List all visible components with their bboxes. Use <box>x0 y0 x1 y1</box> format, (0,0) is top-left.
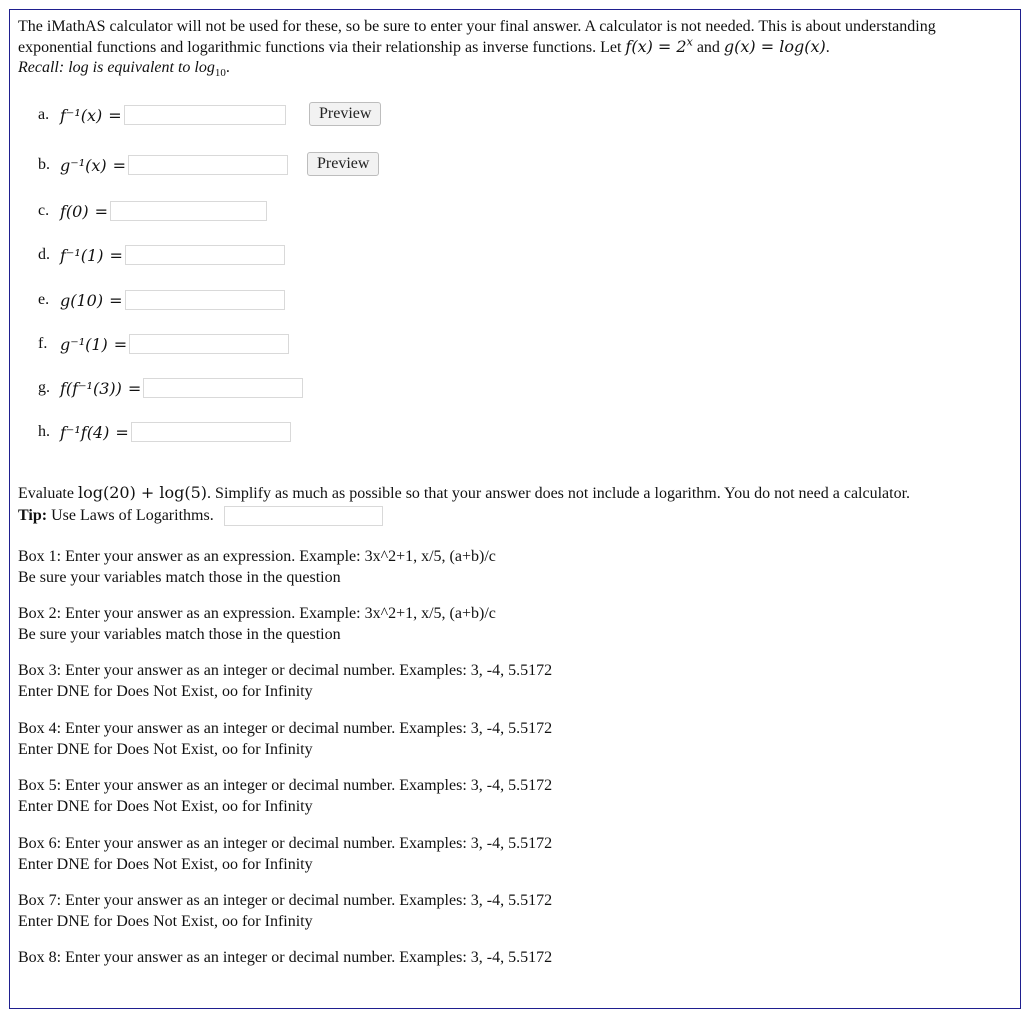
item-letter: f. <box>38 335 48 352</box>
question-intro: The iMathAS calculator will not be used for these, so be sure to enter your final answer. A calculator is not needed. This is about understanding exponential functions and logarithmic functions via their relationship as inverse functions. Let $f(x) = 2^x$ and g(x) = log(x). Recall: log is equivalent to $\log_{10}$. <box>18 18 936 80</box>
g-definition: g(x) = log(x) <box>723 37 826 56</box>
item-expression: g⁻¹(1) <box>60 334 108 354</box>
box-note-3: Box 3: Enter your answer as an integer or decimal number. Examples: 3, -4, 5.5172 Enter DNE for Does Not Exist, oo for Infinity <box>18 662 553 700</box>
item-expression: f(f⁻¹(3)) <box>60 378 122 398</box>
item-expression: g(10) <box>60 290 104 310</box>
tip-text: Use Laws of Logarithms. <box>47 507 214 524</box>
log-expression: log(20) + log(5) <box>77 483 208 502</box>
item-letter: b. <box>38 156 50 173</box>
item-b <box>38 153 288 177</box>
log-question <box>18 482 1013 527</box>
answer-input-a[interactable] <box>124 105 286 125</box>
box-note-5: Box 5: Enter your answer as an integer or decimal number. Examples: 3, -4, 5.5172 Enter DNE for Does Not Exist, oo for Infinity <box>18 777 553 815</box>
equals-sign: = <box>109 245 123 265</box>
answer-input-h[interactable] <box>131 422 291 442</box>
item-letter: h. <box>38 423 50 440</box>
item-e <box>38 288 285 312</box>
answer-input-log[interactable] <box>224 506 383 526</box>
item-letter: g. <box>38 379 50 396</box>
item-expression: f⁻¹(x) <box>60 105 103 125</box>
equals-sign: = <box>94 201 108 221</box>
item-d <box>38 243 285 267</box>
answer-input-d[interactable] <box>125 245 285 265</box>
box-note-7: Box 7: Enter your answer as an integer or decimal number. Examples: 3, -4, 5.5172 Enter DNE for Does Not Exist, oo for Infinity <box>18 892 553 930</box>
equals-sign: = <box>113 334 128 354</box>
equals-sign: = <box>109 290 123 310</box>
answer-input-f[interactable] <box>129 334 289 354</box>
equals-sign: = <box>115 422 129 442</box>
item-letter: a. <box>38 106 50 123</box>
f-definition: $f(x) = 2^x$ <box>625 35 693 56</box>
equals-sign: = <box>127 378 142 398</box>
answer-input-b[interactable] <box>128 155 288 175</box>
recall-subscript: 10 <box>214 67 226 80</box>
answer-input-c[interactable] <box>110 201 267 221</box>
recall-label: Recall: <box>18 59 65 76</box>
item-a <box>38 103 286 127</box>
item-expression: f(0) <box>60 201 89 221</box>
item-h <box>38 420 291 444</box>
recall-text: log is equivalent to log <box>64 59 215 76</box>
box-note-2: Box 2: Enter your answer as an expression. Example: 3x^2+1, x/5, (a+b)/c Be sure your variables match those in the question <box>18 605 496 643</box>
tip-label: Tip: <box>18 507 48 524</box>
and-text: and <box>692 39 724 56</box>
item-g <box>38 376 303 400</box>
log-question-text: . Simplify as much as possible so that your answer does not include a logarithm. You do not need a calculator. <box>207 485 911 502</box>
item-f <box>38 332 289 356</box>
preview-button-a[interactable]: Preview <box>309 102 381 126</box>
equals-sign: = <box>112 155 127 175</box>
item-expression: g⁻¹(x) <box>60 155 107 175</box>
item-letter: e. <box>38 291 50 308</box>
evaluate-label: Evaluate <box>18 485 78 502</box>
box-note-6: Box 6: Enter your answer as an integer or decimal number. Examples: 3, -4, 5.5172 Enter DNE for Does Not Exist, oo for Infinity <box>18 835 553 873</box>
box-note-4: Box 4: Enter your answer as an integer or decimal number. Examples: 3, -4, 5.5172 Enter DNE for Does Not Exist, oo for Infinity <box>18 720 553 758</box>
item-expression: f⁻¹(1) <box>60 245 104 265</box>
item-letter: d. <box>38 246 50 263</box>
answer-input-e[interactable] <box>125 290 285 310</box>
box-note-1: Box 1: Enter your answer as an expression. Example: 3x^2+1, x/5, (a+b)/c Be sure your variables match those in the question <box>18 548 496 586</box>
item-c <box>38 199 267 223</box>
answer-input-g[interactable] <box>143 378 303 398</box>
intro-text: The iMathAS calculator will not be used for these, so be sure to enter your final answer. A calculator is not needed. This is about understanding exponential functions and logarithmic functions via their relationship as inverse functions. Let <box>18 18 936 56</box>
box-note-8: Box 8: Enter your answer as an integer or decimal number. Examples: 3, -4, 5.5172 <box>18 949 553 966</box>
item-expression: f⁻¹f(4) <box>60 422 110 442</box>
equals-sign: = <box>108 105 122 125</box>
item-letter: c. <box>38 202 50 219</box>
preview-button-b[interactable]: Preview <box>307 152 379 176</box>
